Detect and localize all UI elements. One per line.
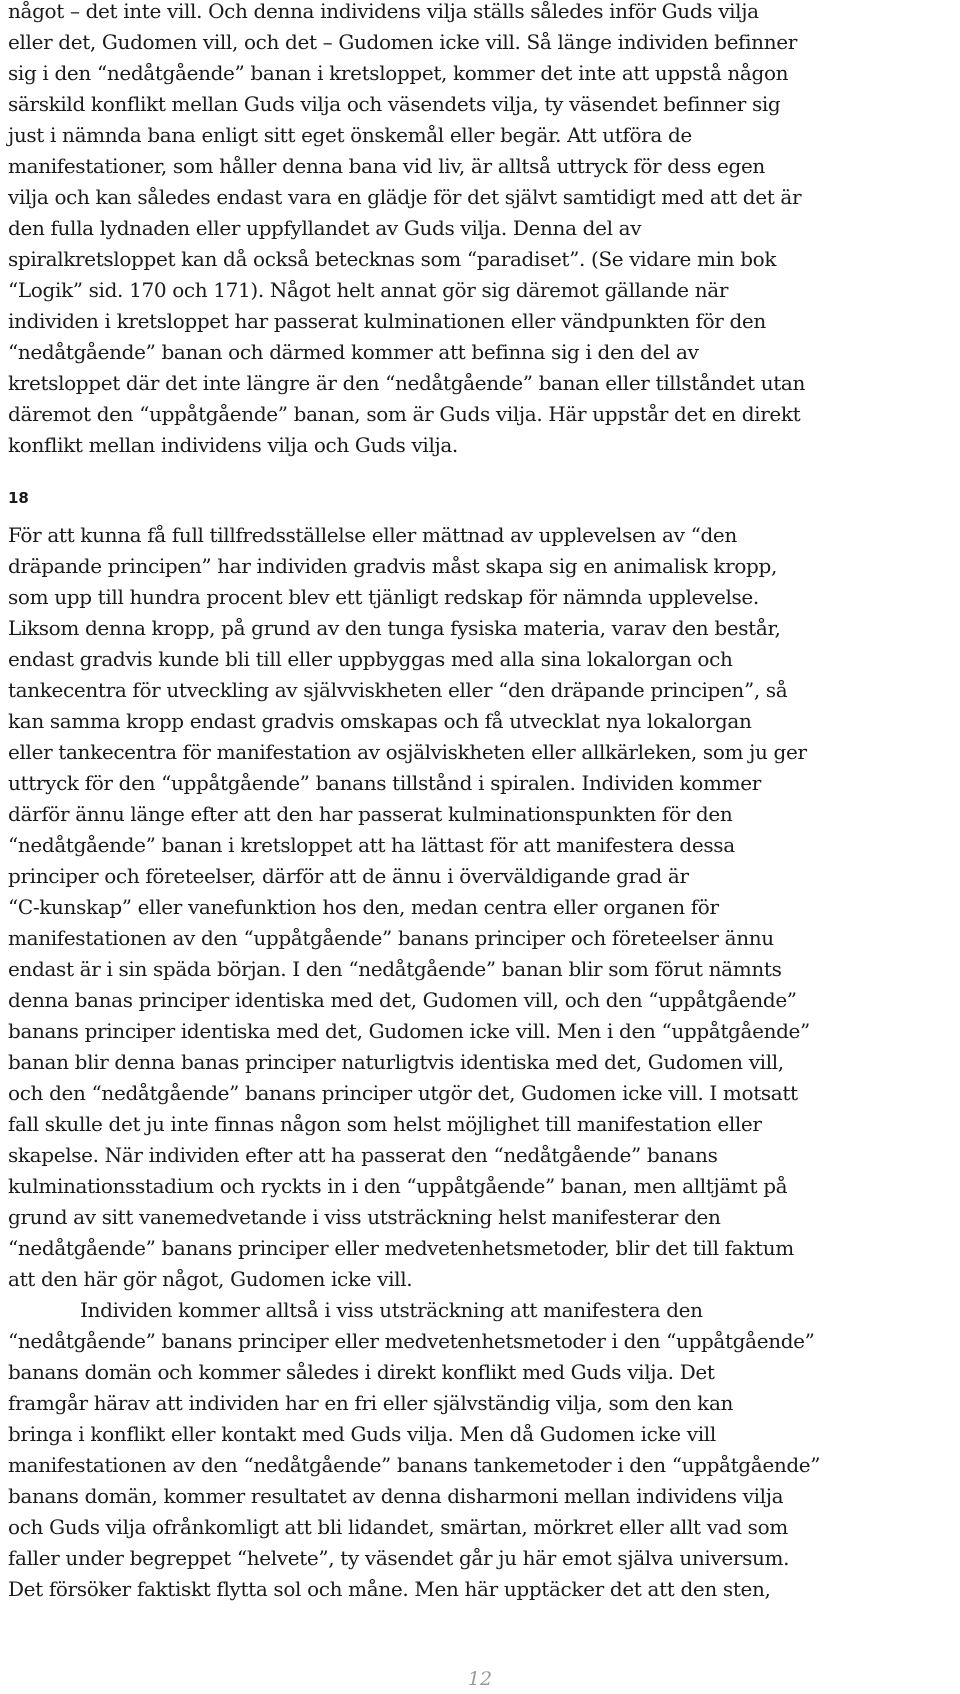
text-line: kretsloppet där det inte längre är den “nedåtgående” banan eller tillståndet utan [8, 371, 806, 395]
text-line: faller under begreppet “helvete”, ty väsendet går ju här emot själva universum. [8, 1546, 790, 1570]
text-line: Det försöker faktiskt flytta sol och måne. Men här upptäcker det att den sten, [8, 1577, 771, 1601]
text-line: något – det inte vill. Och denna individens vilja ställs således inför Guds vilja [8, 0, 759, 23]
text-line: dräpande principen” har individen gradvis måst skapa sig en animalisk kropp, [8, 554, 777, 578]
text-line: grund av sitt vanemedvetande i viss utsträckning helst manifesterar den [8, 1205, 721, 1229]
text-line: att den här gör något, Gudomen icke vill. [8, 1267, 413, 1291]
text-line: den fulla lydnaden eller uppfyllandet av Guds vilja. Denna del av [8, 216, 642, 240]
text-line: denna banas principer identiska med det, Gudomen vill, och den “uppåtgående” [8, 988, 797, 1012]
text-line: kan samma kropp endast gradvis omskapas och få utvecklat nya lokalorgan [8, 709, 752, 733]
text-line: “nedåtgående” banans principer eller medvetenhetsmetoder i den “uppåtgående” [8, 1329, 815, 1353]
text-line: principer och företeelser, därför att de ännu i överväldigande grad är [8, 864, 689, 888]
text-line: skapelse. När individen efter att ha passerat den “nedåtgående” banans [8, 1143, 718, 1167]
text-line: uttryck för den “uppåtgående” banans tillstånd i spiralen. Individen kommer [8, 771, 761, 795]
text-line: som upp till hundra procent blev ett tjänligt redskap för nämnda upplevelse. [8, 585, 759, 609]
text-line: konflikt mellan individens vilja och Guds vilja. [8, 433, 458, 457]
text-line: sig i den “nedåtgående” banan i kretsloppet, kommer det inte att uppstå någon [8, 61, 789, 85]
text-line: För att kunna få full tillfredsställelse eller mättnad av upplevelsen av “den [8, 523, 737, 547]
text-line: tankecentra för utveckling av självviskheten eller “den dräpande principen”, så [8, 678, 788, 702]
text-line: bringa i konflikt eller kontakt med Guds vilja. Men då Gudomen icke vill [8, 1422, 716, 1446]
text-line: framgår härav att individen har en fri eller självständig vilja, som den kan [8, 1391, 734, 1415]
text-line: “nedåtgående” banans principer eller medvetenhetsmetoder, blir det till faktum [8, 1236, 794, 1260]
text-line: eller tankecentra för manifestation av osjälviskheten eller allkärleken, som ju ger [8, 740, 807, 764]
text-line: “nedåtgående” banan och därmed kommer att befinna sig i den del av [8, 340, 699, 364]
section-number: 18 [8, 489, 29, 507]
text-line: “C-kunskap” eller vanefunktion hos den, medan centra eller organen för [8, 895, 719, 919]
text-line: “nedåtgående” banan i kretsloppet att ha lättast för att manifestera dessa [8, 833, 735, 857]
text-line: däremot den “uppåtgående” banan, som är Guds vilja. Här uppstår det en direkt [8, 402, 801, 426]
text-line: eller det, Gudomen vill, och det – Gudomen icke vill. Så länge individen befinner [8, 30, 797, 54]
text-line: fall skulle det ju inte finnas någon som helst möjlighet till manifestation eller [8, 1112, 762, 1136]
text-line: Individen kommer alltså i viss utsträckning att manifestera den [8, 1298, 703, 1322]
text-line: manifestationer, som håller denna bana vid liv, är alltså uttryck för dess egen [8, 154, 765, 178]
page-number: 12 [467, 1668, 493, 1690]
text-line: banans domän, kommer resultatet av denna disharmoni mellan individens vilja [8, 1484, 784, 1508]
text-line: “Logik” sid. 170 och 171). Något helt annat gör sig däremot gällande när [8, 278, 729, 302]
text-line: banans domän och kommer således i direkt konflikt med Guds vilja. Det [8, 1360, 715, 1384]
text-line: just i nämnda bana enligt sitt eget önskemål eller begär. Att utföra de [8, 123, 692, 147]
text-line: och Guds vilja ofrånkomligt att bli lidandet, smärtan, mörkret eller allt vad som [8, 1515, 788, 1539]
text-line: banans principer identiska med det, Gudomen icke vill. Men i den “uppåtgående” [8, 1019, 810, 1043]
text-line: Liksom denna kropp, på grund av den tunga fysiska materia, varav den består, [8, 616, 781, 640]
text-line: vilja och kan således endast vara en glädje för det självt samtidigt med att det är [8, 185, 802, 209]
text-line: banan blir denna banas principer naturligtvis identiska med det, Gudomen vill, [8, 1050, 784, 1074]
text-line: endast gradvis kunde bli till eller uppbyggas med alla sina lokalorgan och [8, 647, 733, 671]
text-line: spiralkretsloppet kan då också betecknas som “paradiset”. (Se vidare min bok [8, 247, 777, 271]
text-line: endast är i sin späda början. I den “nedåtgående” banan blir som förut nämnts [8, 957, 782, 981]
paragraph-1 [8, 0, 956, 461]
text-line: kulminationsstadium och ryckts in i den “uppåtgående” banan, men alltjämt på [8, 1174, 788, 1198]
text-line: och den “nedåtgående” banans principer utgör det, Gudomen icke vill. I motsatt [8, 1081, 798, 1105]
text-line: manifestationen av den “nedåtgående” banans tankemetoder i den “uppåtgående” [8, 1453, 821, 1477]
text-line: därför ännu länge efter att den har passerat kulminationspunkten för den [8, 802, 733, 826]
paragraph-2 [8, 520, 956, 1605]
text-line: individen i kretsloppet har passerat kulminationen eller vändpunkten för den [8, 309, 766, 333]
text-line: manifestationen av den “uppåtgående” banans principer och företeelser ännu [8, 926, 774, 950]
text-line: särskild konflikt mellan Guds vilja och väsendets vilja, ty väsendet befinner sig [8, 92, 781, 116]
